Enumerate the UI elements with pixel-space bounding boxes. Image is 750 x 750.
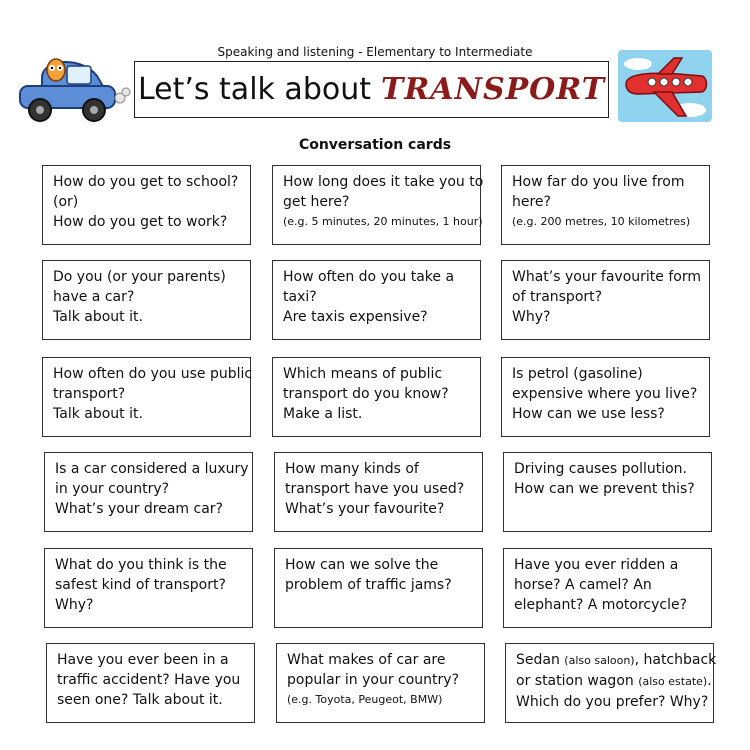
card-text: expensive where you live?: [512, 386, 698, 402]
card-text: What makes of car are: [287, 652, 446, 668]
card-text: [516, 671, 712, 692]
card-text: in your country?: [55, 481, 170, 497]
card-text: problem of traffic jams?: [285, 577, 452, 593]
card-text: What’s your favourite form: [512, 269, 701, 285]
card-text: get here?: [283, 194, 350, 210]
card-text: Driving causes pollution.: [514, 461, 687, 477]
card-text: [516, 650, 717, 671]
card-example: (e.g. 200 metres, 10 kilometres): [512, 215, 691, 228]
card-text: Is petrol (gasoline): [512, 366, 643, 382]
card-text: How do you get to school?: [53, 174, 239, 190]
title-prefix: Let’s talk about: [137, 72, 371, 107]
page-title: [134, 61, 609, 118]
card-text: How do you get to work?: [53, 214, 228, 230]
conversation-card: [503, 452, 712, 532]
conversation-card: [276, 643, 485, 723]
card-text: transport?: [53, 386, 126, 402]
conversation-card: [274, 548, 483, 628]
conversation-card: [501, 357, 710, 437]
card-text: seen one? Talk about it.: [57, 692, 223, 708]
card-text: Why?: [55, 597, 94, 613]
card-text: Make a list.: [283, 406, 363, 422]
conversation-card: [505, 643, 717, 723]
card-text: How can we use less?: [512, 406, 665, 422]
card-text: taxi?: [283, 289, 317, 305]
card-text: popular in your country?: [287, 672, 459, 688]
conversation-card: [501, 165, 710, 245]
card-text: here?: [512, 194, 551, 210]
car-icon: [12, 48, 132, 126]
conversation-card: [503, 548, 712, 628]
card-text-part: Sedan: [516, 652, 565, 668]
card-text: Talk about it.: [53, 406, 143, 422]
card-text: Why?: [512, 309, 551, 325]
conversation-card: [44, 452, 253, 532]
card-text: What’s your favourite?: [285, 501, 445, 517]
conversation-card: [46, 643, 255, 723]
card-text: of transport?: [512, 289, 603, 305]
card-text: horse? A camel? An: [514, 577, 652, 593]
card-text: Have you ever ridden a: [514, 557, 679, 573]
card-text: (or): [53, 194, 79, 210]
card-text: Talk about it.: [53, 309, 143, 325]
conversation-card: [272, 165, 484, 245]
card-text: How can we solve the: [285, 557, 439, 573]
card-aside: (also estate): [638, 675, 708, 688]
conversation-card: [272, 357, 481, 437]
conversation-card: [42, 165, 251, 245]
card-text: What do you think is the: [55, 557, 227, 573]
card-aside: (also saloon): [564, 654, 635, 667]
card-text: transport have you used?: [285, 481, 465, 497]
card-text: How often do you use public: [53, 366, 253, 382]
card-text: How many kinds of: [285, 461, 419, 477]
card-text: Are taxis expensive?: [283, 309, 428, 325]
card-text-part: .: [707, 673, 712, 689]
card-text: Which means of public: [283, 366, 443, 382]
card-text: Which do you prefer? Why?: [516, 694, 709, 710]
card-example: (e.g. Toyota, Peugeot, BMW): [287, 693, 443, 706]
conversation-card: [501, 260, 710, 340]
card-text: How often do you take a: [283, 269, 455, 285]
card-text: transport do you know?: [283, 386, 449, 402]
card-text: How far do you live from: [512, 174, 685, 190]
conversation-card: [42, 260, 251, 340]
conversation-card: [44, 548, 253, 628]
page-subtitle: Speaking and listening - Elementary to Intermediate: [217, 45, 533, 59]
conversation-card: [272, 260, 481, 340]
card-text: traffic accident? Have you: [57, 672, 241, 688]
card-text: have a car?: [53, 289, 135, 305]
card-text-part: or station wagon: [516, 673, 639, 689]
card-text: Do you (or your parents): [53, 269, 226, 285]
section-heading: Conversation cards: [298, 137, 452, 153]
card-text: Have you ever been in a: [57, 652, 229, 668]
title-accent: TRANSPORT: [381, 72, 606, 107]
airplane-icon: [618, 50, 712, 122]
card-text: Is a car considered a luxury: [55, 461, 249, 477]
card-text: safest kind of transport?: [55, 577, 226, 593]
card-text-part: , hatchback: [634, 652, 717, 668]
card-text: How long does it take you to: [283, 174, 484, 190]
card-example: (e.g. 5 minutes, 20 minutes, 1 hour): [283, 215, 483, 228]
card-text: What’s your dream car?: [55, 501, 223, 517]
card-text: elephant? A motorcycle?: [514, 597, 688, 613]
card-text: How can we prevent this?: [514, 481, 695, 497]
conversation-card: [42, 357, 251, 437]
conversation-card: [274, 452, 483, 532]
